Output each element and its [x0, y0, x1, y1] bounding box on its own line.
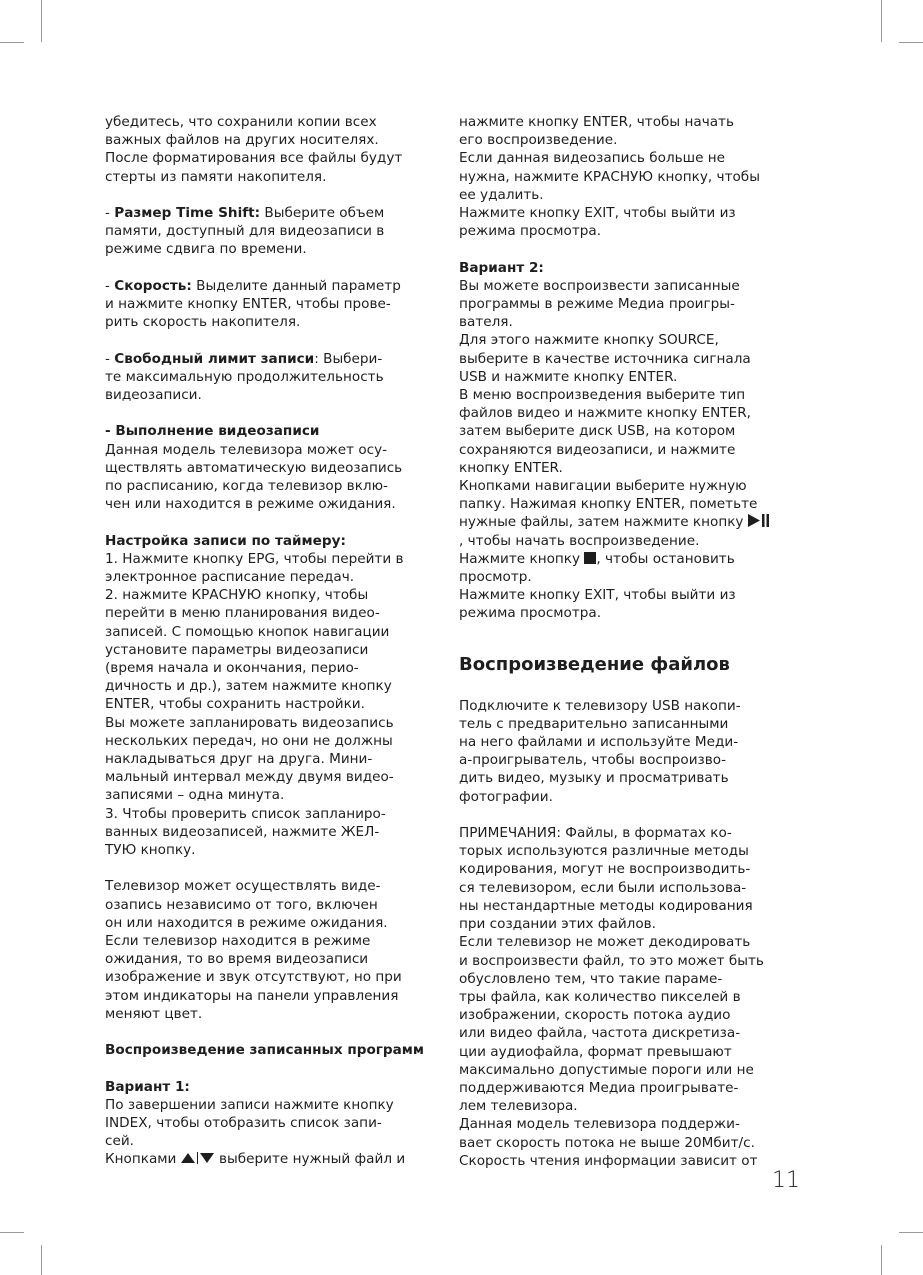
speed-paragraph: - Скорость: Выделите данный параметр и нажмите кнопку ENTER, чтобы прове- рить скорость накопителя.	[105, 277, 401, 331]
free-limit-label: Свободный лимит записи	[114, 350, 315, 367]
up-down-arrows-icon	[181, 1152, 215, 1164]
crop-mark	[881, 0, 882, 42]
files-title: Воспроизведение файлов	[459, 653, 730, 675]
standby-paragraph: Телевизор может осуществлять виде- озапись независимо от того, включен он или находится в режиме ожидания. Если телевизор находится в режиме ожидания, то во время видеозаписи изображение и звук отсутствуют, но при этом индикаторы на панели управления меняют цвет.	[105, 878, 402, 1022]
notes-paragraph: ПРИМЕЧАНИЯ: Файлы, в форматах ко- торых используются различные методы кодирования, могут не воспроизводить- ся телевизором, если были использова- ны нестандартные методы кодирования при создании этих файлов. Если телевизор не может декодировать и воспроизвести файл, то это может быть обусловлено тем, что такие параме- тры файла, как количество пикселей в изображении, скорость потока аудио или видео файла, частота дискретиза- ции аудиофайла, формат превышают максимально допустимые пороги или не поддерживаются Медиа проигрывате- лем телевизора. Данная модель телевизора поддержи- вает скорость потока не выше 20Мбит/с. Скорость чтения информации зависит от	[459, 825, 764, 1169]
variant1-continuation: нажмите кнопку ENTER, чтобы начать его воспроизведение. Если данная видеозапись больше не нужна, нажмите КРАСНУЮ кнопку, чтобы ее удалить. Нажмите кнопку EXIT, чтобы выйти из режима просмотра.	[459, 114, 760, 240]
crop-mark	[0, 1232, 24, 1233]
crop-mark	[41, 0, 42, 42]
timeshift-label: Размер Time Shift:	[114, 205, 261, 221]
recording-heading: - Выполнение видеозаписи	[105, 423, 320, 440]
speed-label: Скорость:	[114, 277, 192, 294]
page-number: 11	[772, 1168, 800, 1193]
timeshift-paragraph: - Размер Time Shift: Выберите объем памяти, доступный для видеозаписи в режиме сдвига по времени.	[105, 205, 385, 258]
timer-heading: Настройка записи по таймеру:	[105, 532, 346, 549]
variant1-heading: Вариант 1:	[105, 1078, 190, 1095]
playback-title: Воспроизведение записанных программ	[105, 1042, 425, 1059]
crop-mark	[899, 1232, 923, 1233]
crop-mark	[0, 42, 24, 43]
timer-section: Настройка записи по таймеру: 1. Нажмите кнопку EPG, чтобы перейти в электронное расписание передач. 2. нажмите КРАСНУЮ кнопку, чтобы перейти в меню планирования видео- записей. С помощью кнопок навигации установите параметры видеозаписи (время начала и окончания, перио- дичность и др.), затем нажмите кнопку ENTER, чтобы сохранить настройки. Вы можете запланировать видеозапись нескольких передач, но они не должны накладываться друг на друга. Мини- мальный интервал между двумя видео- записями – одна минута. 3. Чтобы проверить список запланиро- ванных видеозаписей, нажмите ЖЕЛ- ТУЮ кнопку.	[105, 532, 440, 860]
crop-mark	[41, 1245, 42, 1275]
recording-section: - Выполнение видеозаписи Данная модель телевизора может осу- ществлять автоматическую видеозапись по расписанию, когда телевизор вклю- чен или находится в режиме ожидания.	[105, 422, 440, 513]
variant1-section: Вариант 1: По завершении записи нажмите кнопку INDEX, чтобы отобразить список запи- сей. Кнопками выберите нужный файл и	[105, 1078, 440, 1169]
variant2-heading: Вариант 2:	[459, 259, 544, 276]
files-intro: Подключите к телевизору USB накопи- тель с предварительно записанными на него файлами и используйте Меди- а-проигрыватель, чтобы воспроизво- дить видео, музыку и просматривать фотографии.	[459, 697, 741, 805]
free-limit-paragraph: - Свободный лимит записи: Выбери- те максимальную продолжительность видеозаписи.	[105, 350, 384, 403]
left-column	[105, 113, 440, 1169]
crop-mark	[899, 42, 923, 43]
stop-icon	[584, 552, 596, 564]
intro-paragraph: убедитесь, что сохранили копии всех важных файлов на других носителях. После форматирования все файлы будут стерты из памяти накопителя.	[105, 114, 403, 185]
play-pause-icon	[748, 514, 770, 527]
crop-mark	[881, 1245, 882, 1275]
right-column	[459, 113, 794, 1170]
variant2-section: Вариант 2: Вы можете воспроизвести записанные программы в режиме Медиа проигры- вателя. Для этого нажмите кнопку SOURCE, выберите в качестве источника сигнала USB и нажмите кнопку ENTER. В меню воспроизведения выберите тип файлов видео и нажмите кнопку ENTER, затем выберите диск USB, на котором сохраняются видеозаписи, и нажмите кнопку ENTER. Кнопками навигации выберите нужную папку. Нажимая кнопку ENTER, пометьте нужные файлы, затем нажмите кнопку , чтобы начать воспроизведение. Нажмите кнопку , чтобы остановить просмотр. Нажмите кнопку EXIT, чтобы выйти из режима просмотра.	[459, 259, 794, 623]
